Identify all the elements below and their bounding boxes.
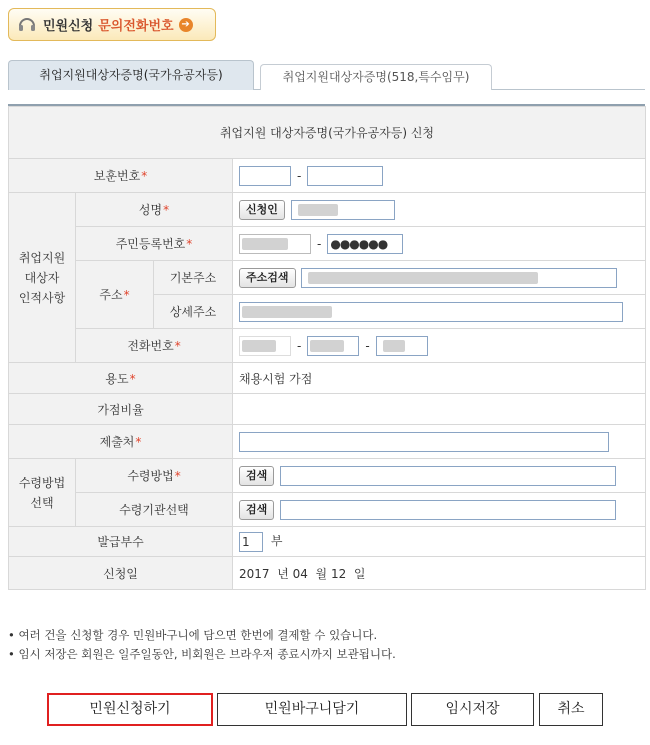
tab-national-merit[interactable]: 취업지원대상자증명(국가유공자등) — [8, 60, 254, 90]
apply-date: 2017 년 04 월 12 일 — [233, 557, 646, 590]
notice-item: • 여러 건을 신청할 경우 민원바구니에 담으면 한번에 결제할 수 있습니다. — [8, 626, 396, 645]
basic-address-field[interactable] — [301, 268, 617, 288]
section-receive-label: 수령방법 선택 — [9, 459, 76, 527]
tab-518-special[interactable]: 취업지원대상자증명(518,특수임무) — [260, 64, 492, 90]
bonus-rate-value — [233, 394, 646, 425]
detail-address-label: 상세주소 — [154, 295, 233, 329]
bohun-number-field-1[interactable] — [239, 166, 291, 186]
inquiry-phone-label: 문의전화번호 — [98, 19, 174, 34]
form-title: 취업지원 대상자증명(국가유공자등) 신청 — [9, 107, 646, 159]
receive-org-label: 수령기관선택 — [76, 493, 233, 527]
application-form: 취업지원 대상자증명(국가유공자등) 신청 보훈번호* - 취업지원 대상자 인적사항 성명* 신청인 주민등록번호* - ●●●●●● 주소* 기본주소 주소검색 상세주소 전화번호* - - 용도* 채용시험 가점 가점비율 제출처* 수령방법 선택 수령방법* 검색 수령기관선택 검색 발급부수 1 부 신청일 2017 년 04 월 12 일 — [8, 104, 645, 590]
purpose-label: 용도* — [9, 363, 233, 394]
headset-icon — [17, 15, 37, 35]
phone-field-2[interactable] — [307, 336, 359, 356]
copies-label: 발급부수 — [9, 527, 233, 557]
copies-field[interactable]: 1 — [239, 532, 263, 552]
copies-unit: 부 — [270, 534, 283, 548]
phone-field-1[interactable] — [239, 336, 291, 356]
apply-button[interactable]: 민원신청하기 — [47, 693, 213, 726]
cancel-button[interactable]: 취소 — [539, 693, 603, 726]
section-person-label: 취업지원 대상자 인적사항 — [9, 193, 76, 363]
address-label: 주소* — [76, 261, 154, 329]
basic-address-label: 기본주소 — [154, 261, 233, 295]
bonus-rate-label: 가점비율 — [9, 394, 233, 425]
notice-item: • 임시 저장은 회원은 일주일동안, 비회원은 브라우저 종료시까지 보관됩니다. — [8, 645, 396, 664]
add-to-basket-button[interactable]: 민원바구니담기 — [217, 693, 407, 726]
rrn-front-field[interactable] — [239, 234, 311, 254]
inquiry-phone-button[interactable] — [8, 8, 216, 41]
bohun-number-label: 보훈번호* — [9, 159, 233, 193]
receive-method-label: 수령방법* — [76, 459, 233, 493]
detail-address-field[interactable] — [239, 302, 623, 322]
receive-org-field[interactable] — [280, 500, 616, 520]
address-search-button[interactable]: 주소검색 — [239, 268, 296, 288]
name-label: 성명* — [76, 193, 233, 227]
rrn-back-field[interactable]: ●●●●●● — [327, 234, 403, 254]
civil-apply-label: 민원신청 — [43, 19, 94, 34]
name-field[interactable] — [291, 200, 395, 220]
rrn-label: 주민등록번호* — [76, 227, 233, 261]
receive-method-search-button[interactable]: 검색 — [239, 466, 274, 486]
submit-to-field[interactable] — [239, 432, 609, 452]
tab-bar — [8, 60, 645, 90]
temp-save-button[interactable]: 임시저장 — [411, 693, 534, 726]
receive-method-field[interactable] — [280, 466, 616, 486]
notice-list — [8, 626, 396, 664]
purpose-value: 채용시험 가점 — [233, 363, 646, 394]
phone-field-3[interactable] — [376, 336, 428, 356]
applicant-button[interactable]: 신청인 — [239, 200, 285, 220]
apply-date-label: 신청일 — [9, 557, 233, 590]
submit-to-label: 제출처* — [9, 425, 233, 459]
receive-org-search-button[interactable]: 검색 — [239, 500, 274, 520]
arrow-right-icon: ➔ — [179, 18, 193, 32]
phone-label: 전화번호* — [76, 329, 233, 363]
bohun-number-field-2[interactable] — [307, 166, 383, 186]
